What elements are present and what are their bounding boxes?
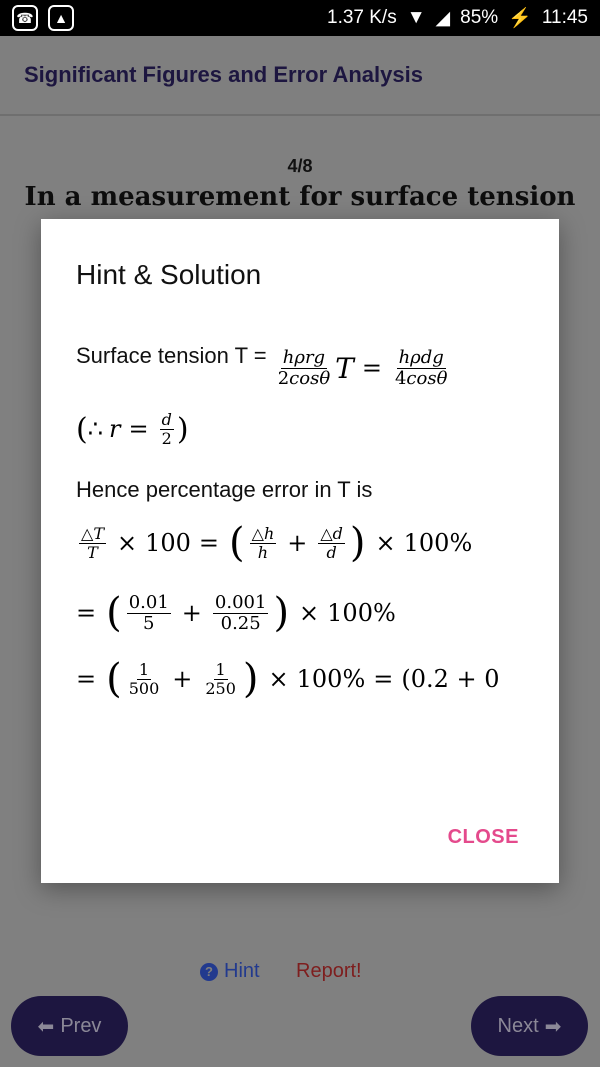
next-label: Next xyxy=(497,1014,539,1037)
help-icon: ? xyxy=(200,963,218,981)
prev-button[interactable] xyxy=(11,996,128,1056)
prev-label: Prev xyxy=(60,1014,102,1037)
error-substitution: = ( $\frac{0.01}{5}$ + $\frac{0.001}{0.25}$ ) × 100% xyxy=(76,590,396,637)
arrow-left-icon: ⬅ xyxy=(37,1015,55,1038)
modal-title: Hint & Solution xyxy=(76,259,262,290)
radius-relation: ( ∴ r = $\frac{d}{2}$ ) xyxy=(76,410,189,448)
viber-icon: ☎ xyxy=(12,5,38,31)
battery-level: 85% xyxy=(460,7,499,28)
percentage-error-text: Hence percentage error in T is xyxy=(76,477,373,502)
surface-tension-equation: $\frac{\text{hρrg}}{2\cos\theta}$ T = $\frac{\text{hρdg}}{4\cos\theta}$ xyxy=(277,347,448,389)
status-bar xyxy=(0,0,600,36)
charging-icon: ⚡ xyxy=(508,8,532,29)
network-speed: 1.37 K/s xyxy=(327,7,397,28)
arrow-right-icon: ➡ xyxy=(544,1015,562,1038)
page-title: Significant Figures and Error Analysis xyxy=(24,62,423,87)
clock: 11:45 xyxy=(541,7,588,28)
hint-link[interactable] xyxy=(200,960,260,983)
report-link[interactable]: Report! xyxy=(296,960,362,982)
formula-line-1 xyxy=(76,343,452,389)
surface-tension-label: Surface tension T = xyxy=(76,343,267,368)
hint-label: Hint xyxy=(224,960,260,982)
hint-solution-modal xyxy=(41,219,559,883)
wifi-icon: ▼ xyxy=(406,7,426,28)
question-text: In a measurement for surface tension xyxy=(24,182,576,212)
question-counter: 4/8 xyxy=(287,156,313,176)
app-header xyxy=(0,36,600,116)
gallery-icon: ▲ xyxy=(48,5,74,31)
close-button[interactable]: CLOSE xyxy=(447,826,519,848)
signal-icon: ◢ xyxy=(435,7,451,29)
error-equation: $\frac{\triangle T}{T}$ × 100 = ( $\frac{\triangle h}{h}$ + $\frac{\triangle d}{d}$ ) × 100% xyxy=(81,520,473,566)
next-button[interactable] xyxy=(471,996,588,1056)
error-result: = ( $\frac{1}{500}$ + $\frac{1}{250}$ ) × 100% = (0.2 + 0 xyxy=(76,656,500,702)
